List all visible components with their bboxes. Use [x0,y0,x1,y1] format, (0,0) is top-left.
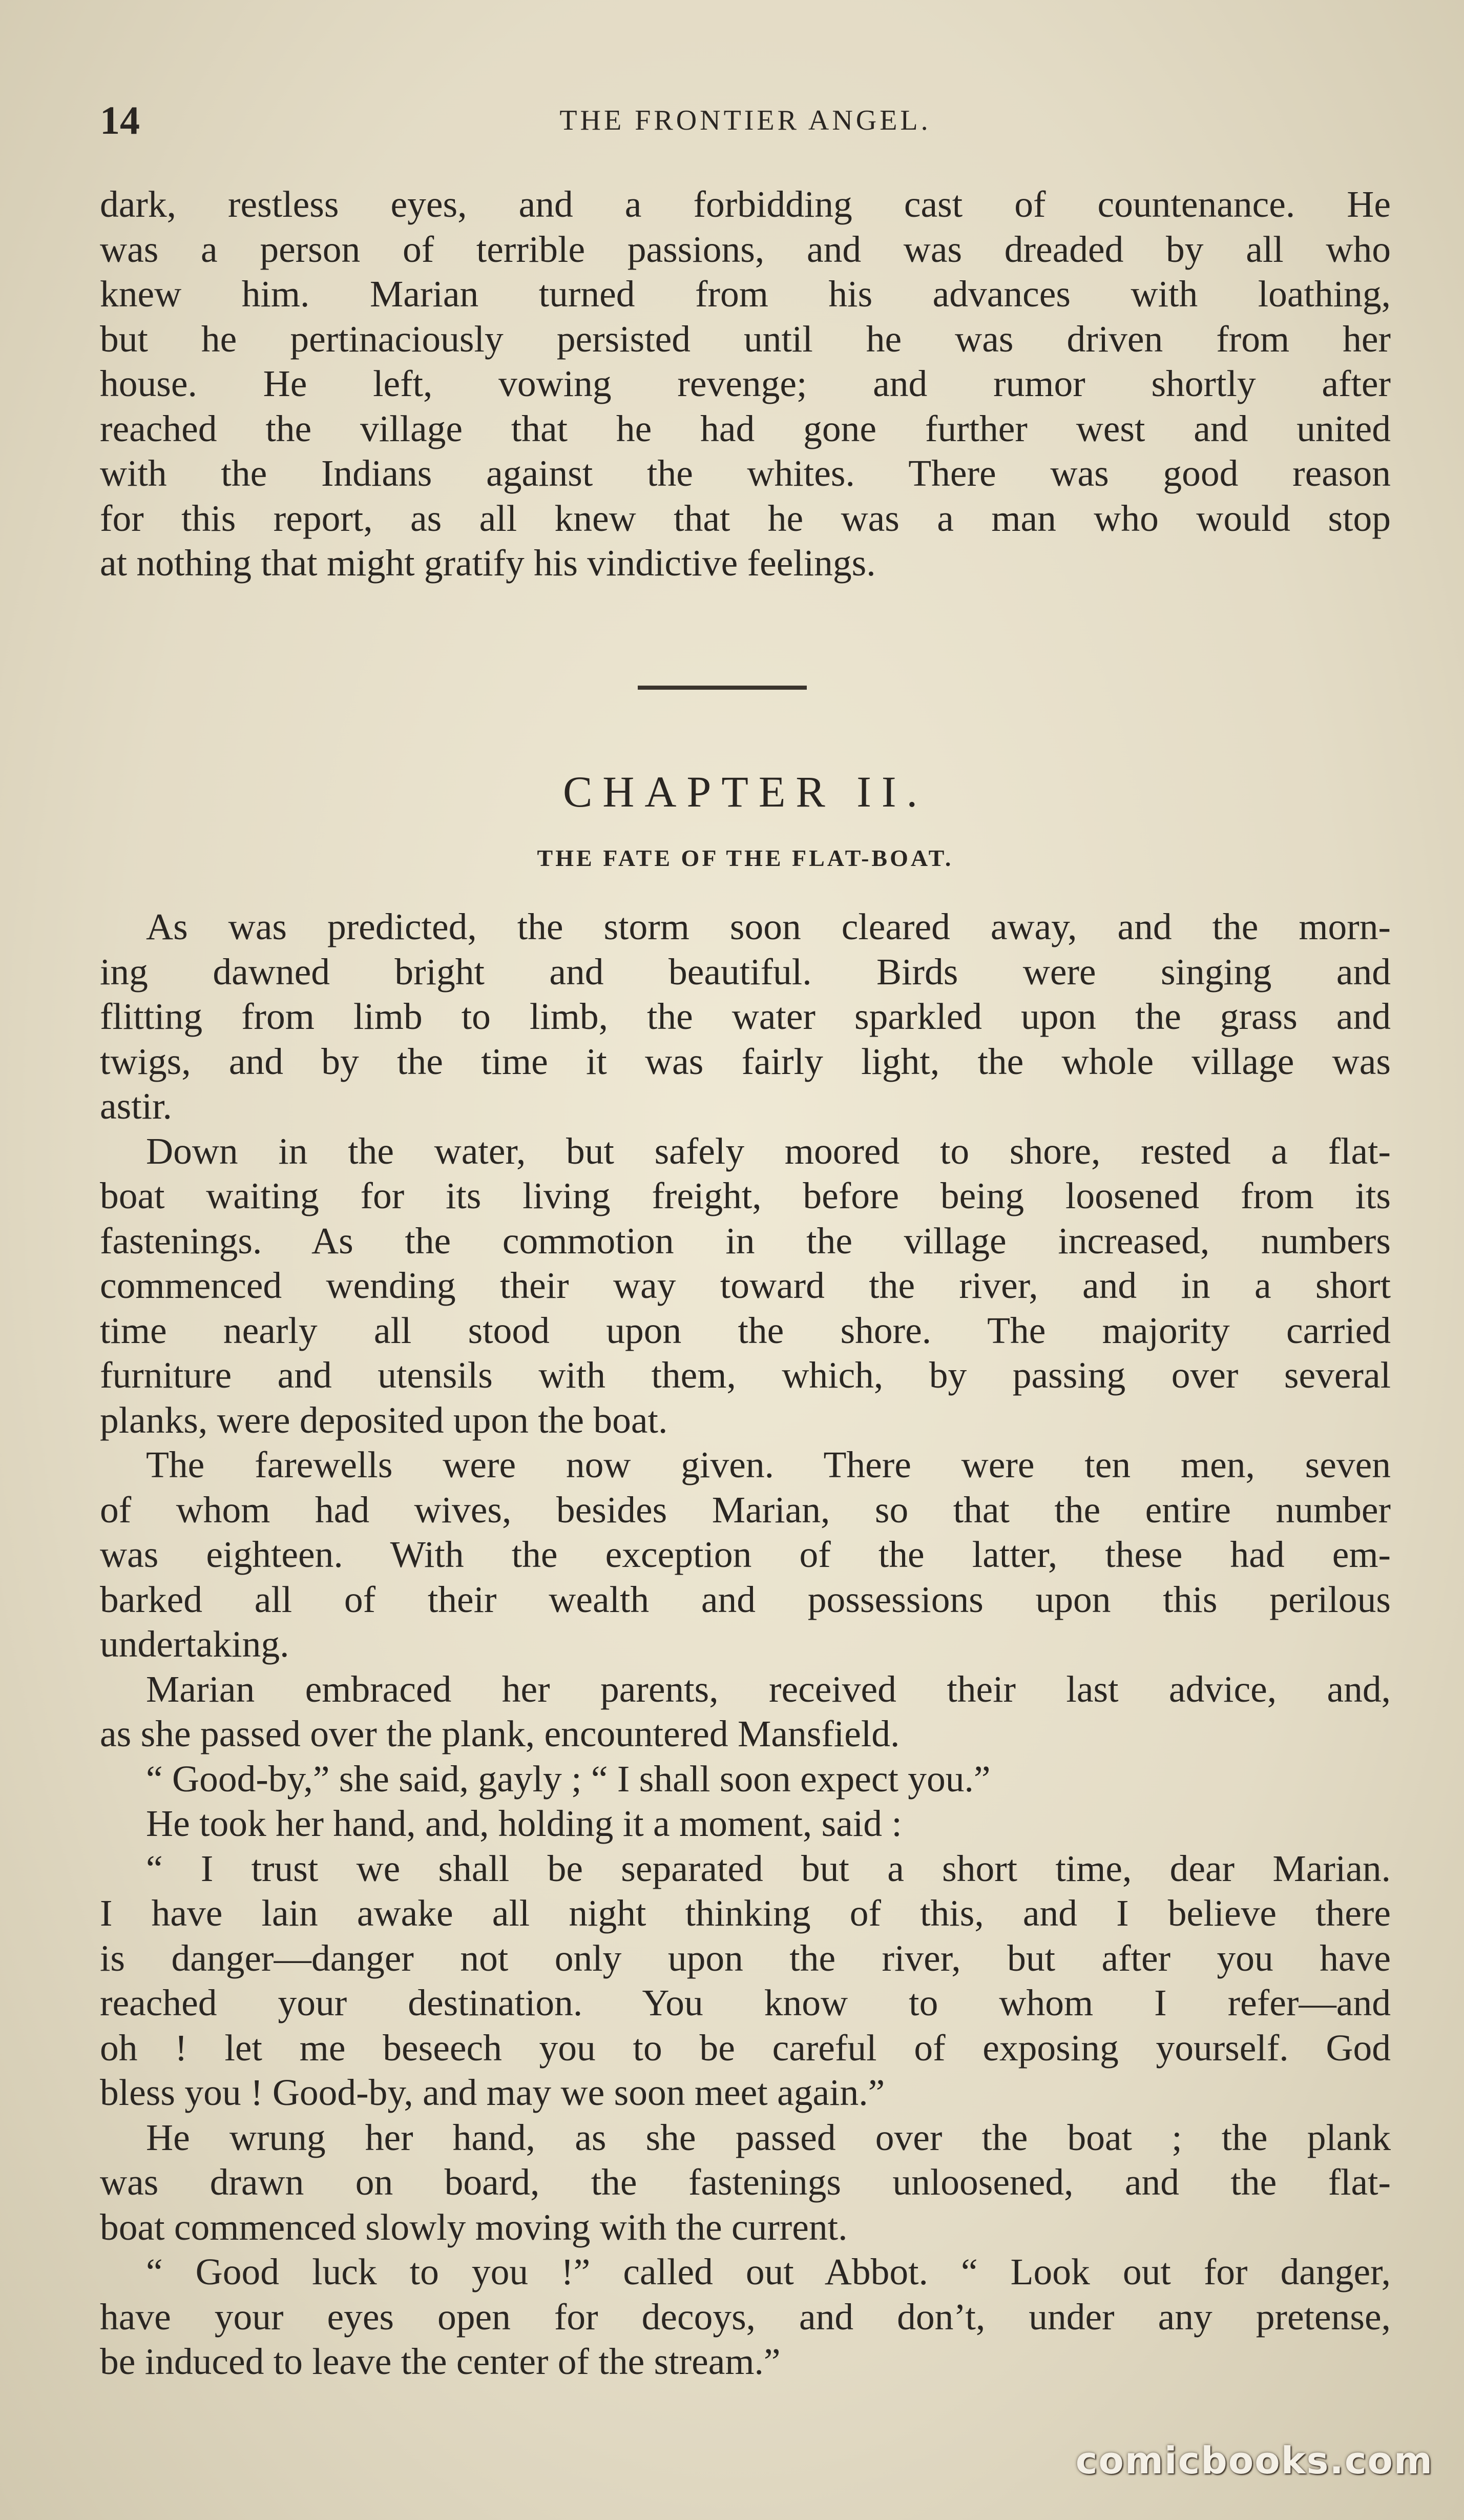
text-line: undertaking. [100,1623,289,1665]
text-line: bless you ! Good-by, and may we soon meet again.” [100,2072,885,2113]
text-line: have your eyes open for decoys, and don’t, under any pretense, [100,2296,1391,2338]
text-line: was drawn on board, the fastenings unloosened, and the flat- [100,2161,1391,2203]
text-line: reached the village that he had gone further west and united [100,407,1391,449]
text-line: I have lain awake all night thinking of this, and I believe there [100,1892,1391,1934]
text-line: He took her hand, and, holding it a moment, said : [146,1803,902,1844]
text-line: was a person of terrible passions, and was dreaded by all who [100,228,1391,270]
text-line: house. He left, vowing revenge; and rumor shortly after [100,363,1391,404]
text-line: As was predicted, the storm soon cleared away, and the morn- [146,906,1391,947]
chapter-title: CHAPTER II. [562,767,928,816]
chapter-subtitle: THE FATE OF THE FLAT-BOAT. [537,845,954,871]
text-line: but he pertinaciously persisted until he was driven from her [100,318,1391,360]
running-title: THE FRONTIER ANGEL. [559,105,931,136]
text-line: He wrung her hand, as she passed over the boat ; the plank [146,2116,1391,2158]
text-line: barked all of their wealth and possessions upon this perilous [100,1578,1391,1620]
text-line: dark, restless eyes, and a forbidding cast of countenance. He [100,183,1391,225]
text-line: is danger—danger not only upon the river, but after you have [100,1937,1391,1979]
text-line: be induced to leave the center of the stream.” [100,2341,781,2382]
text-line: twigs, and by the time it was fairly light, the whole village was [100,1040,1391,1082]
text-line: flitting from limb to limb, the water sparkled upon the grass and [100,996,1391,1037]
page-number: 14 [100,98,140,142]
text-line: “ I trust we shall be separated but a short time, dear Marian. [146,1847,1391,1889]
text-line: as she passed over the plank, encountered Mansfield. [100,1713,900,1754]
text-line: astir. [100,1085,172,1127]
running-head [100,92,1391,149]
text-line: at nothing that might gratify his vindictive feelings. [100,542,876,584]
paragraph-continued [100,182,1391,586]
chapter-body [100,904,1391,2384]
text-line: ing dawned bright and beautiful. Birds were singing and [100,951,1391,993]
text-line: planks, were deposited upon the boat. [100,1399,668,1441]
text-line: Marian embraced her parents, received their last advice, and, [146,1668,1391,1710]
text-line: Down in the water, but safely moored to shore, rested a flat- [146,1130,1391,1172]
text-line: The farewells were now given. There were ten men, seven [146,1444,1391,1485]
text-line: knew him. Marian turned from his advances with loathing, [100,273,1391,315]
text-line: reached your destination. You know to whom I refer—and [100,1982,1391,2023]
text-line: with the Indians against the whites. There was good reason [100,452,1391,494]
text-line: boat waiting for its living freight, before being loosened from its [100,1175,1391,1216]
site-watermark: comicbooks.com [1075,2439,1433,2482]
text-line: boat commenced slowly moving with the current. [100,2206,848,2248]
text-line: “ Good-by,” she said, gayly ; “ I shall soon expect you.” [146,1758,991,1800]
text-line: fastenings. As the commotion in the village increased, numbers [100,1220,1391,1262]
text-line: for this report, as all knew that he was a man who would stop [100,497,1391,539]
text-line: furniture and utensils with them, which, by passing over several [100,1354,1391,1396]
text-line: time nearly all stood upon the shore. The majority carried [100,1309,1391,1351]
text-line: “ Good luck to you !” called out Abbot. “ Look out for danger, [146,2251,1391,2292]
text-line: was eighteen. With the exception of the latter, these had em- [100,1534,1391,1575]
text-line: oh ! let me beseech you to be careful of exposing yourself. God [100,2027,1391,2069]
text-line: commenced wending their way toward the river, and in a short [100,1265,1391,1306]
section-divider [638,686,807,690]
text-line: of whom had wives, besides Marian, so that the entire number [100,1489,1391,1531]
